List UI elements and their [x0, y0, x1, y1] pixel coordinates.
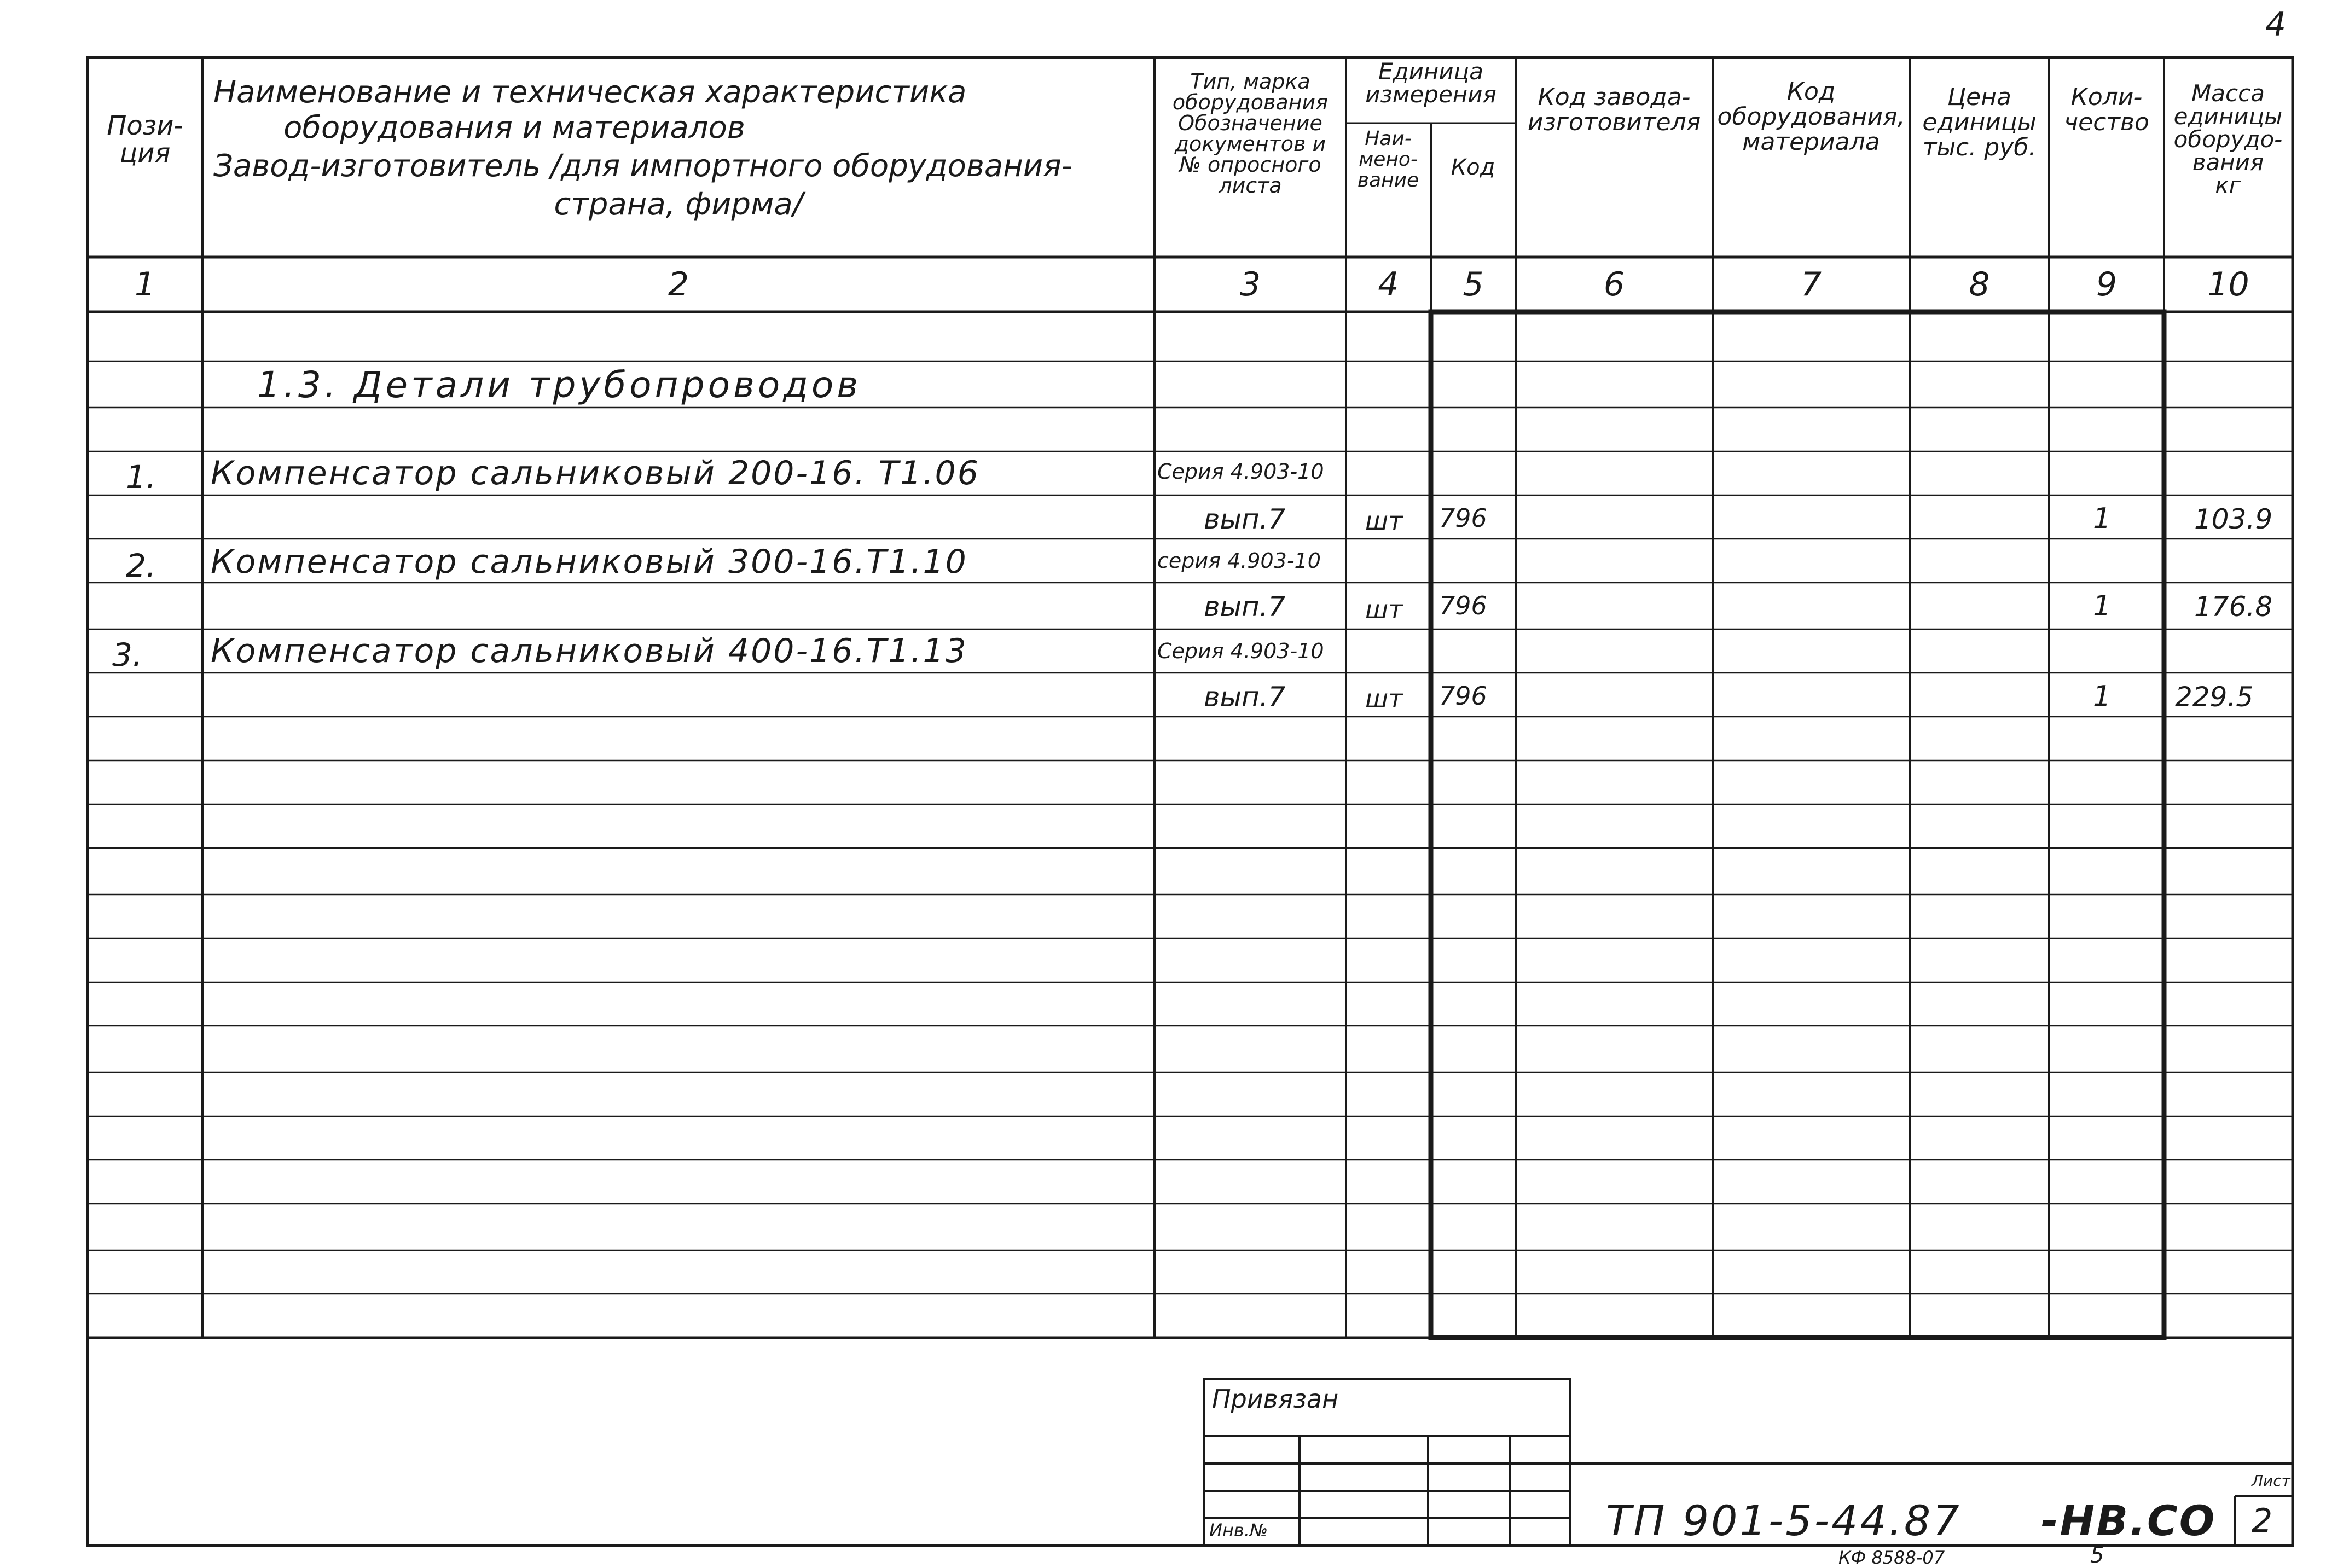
column-number-8: 8 [1969, 265, 1990, 304]
column-number-10: 10 [2207, 265, 2249, 304]
header-position: Пози- ция [107, 111, 183, 169]
header-name-line3: Завод-изготовитель /для импортного оборудования- [213, 148, 1073, 184]
column-number-2: 2 [668, 265, 689, 304]
item-3-position: 3. [112, 636, 143, 673]
item-2-name: Компенсатор сальниковый 300-16.Т1.10 [211, 543, 968, 581]
item-1-series: Серия 4.903-10 [1157, 460, 1324, 484]
item-1-unit: шт [1365, 506, 1403, 536]
column-number-6: 6 [1603, 265, 1625, 304]
bottom-number: 5 [2090, 1543, 2104, 1568]
item-1-issue: вып.7 [1204, 503, 1286, 535]
stamp-privyazan: Привязан [1212, 1384, 1339, 1414]
item-1-quantity: 1 [2093, 502, 2112, 535]
header-equipment-code: Код оборудования, материала [1717, 78, 1905, 156]
item-1-mass: 103.9 [2194, 503, 2273, 535]
header-unit-group: Единица измерения [1365, 58, 1496, 108]
column-number-7: 7 [1800, 265, 1822, 304]
header-name-line2: оборудования и материалов [283, 110, 745, 146]
column-number-5: 5 [1463, 265, 1484, 304]
item-3-quantity: 1 [2093, 680, 2112, 713]
section-title: 1.3. Детали трубопроводов [257, 364, 862, 406]
item-1-position: 1. [126, 458, 156, 496]
column-number-9: 9 [2096, 265, 2118, 304]
header-quantity: Коли- чество [2064, 83, 2149, 137]
stamp-inventory-number: Инв.№ [1209, 1520, 1268, 1541]
stamp-sheet-label: Лист [2252, 1472, 2290, 1490]
header-mass: Масса единицы оборудо- вания кг [2173, 80, 2283, 199]
item-2-quantity: 1 [2093, 590, 2112, 623]
item-2-issue: вып.7 [1204, 591, 1286, 623]
header-unit-price: Цена единицы тыс. руб. [1922, 83, 2037, 162]
stamp-document-suffix: -НВ.СО [2041, 1496, 2217, 1545]
header-name-line1: Наименование и техническая характеристика [213, 74, 967, 110]
item-2-mass: 176.8 [2194, 591, 2273, 623]
item-3-unit: шт [1365, 684, 1403, 713]
item-3-series: Серия 4.903-10 [1157, 639, 1324, 663]
item-2-unit: шт [1365, 595, 1403, 624]
item-2-position: 2. [126, 547, 156, 584]
header-unit-name: Наи- мено- вание [1357, 127, 1419, 191]
item-2-series: серия 4.903-10 [1157, 549, 1321, 573]
header-name-line4: страна, фирма/ [554, 187, 803, 222]
item-3-code: 796 [1439, 681, 1487, 711]
column-number-3: 3 [1239, 265, 1261, 304]
column-number-4: 4 [1378, 265, 1399, 304]
header-plant-code: Код завода- изготовителя [1527, 83, 1701, 137]
item-1-name: Компенсатор сальниковый 200-16. Т1.06 [211, 454, 980, 492]
item-2-code: 796 [1439, 591, 1487, 620]
item-3-issue: вып.7 [1204, 681, 1286, 713]
bottom-code: КФ 8588-07 [1838, 1547, 1945, 1568]
corner-page-number: 4 [2265, 5, 2287, 44]
stamp-sheet-number: 2 [2252, 1502, 2273, 1540]
item-1-code: 796 [1439, 503, 1487, 533]
item-3-mass: 229.5 [2175, 681, 2254, 713]
header-unit-code: Код [1451, 155, 1495, 180]
item-3-name: Компенсатор сальниковый 400-16.Т1.13 [211, 632, 968, 670]
stamp-document-code: ТП 901-5-44.87 [1606, 1496, 1962, 1545]
header-type-mark: Тип, марка оборудования Обозначение документов и № опросного листа [1172, 69, 1329, 198]
column-number-1: 1 [134, 265, 156, 304]
